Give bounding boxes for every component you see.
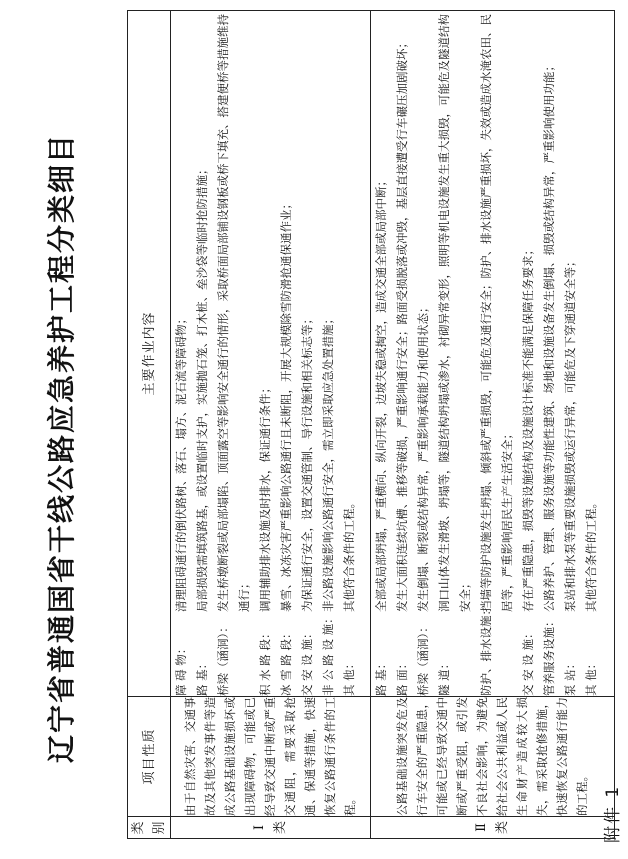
category-cell: Ⅱ 类 (370, 817, 614, 839)
list-item (539, 11, 560, 696)
header-content: 主要作业内容 (128, 11, 171, 697)
item-text: 存在严重隐患，损毁等设施结构及设施设计标准不能满足保障任务要求； (520, 244, 535, 612)
item-text: 全部或局部坍塌，严重横向、纵向开裂，边坡失稳或掏空，造成交通全部或局部中断； (373, 175, 388, 612)
item-label: 非 公 路 设 施： (321, 612, 335, 696)
item-text: 洞口山体发生滑坡、坍塌等，隧道结构坍塌或渗水，衬砌异常变形，照明等机电设施发生重大损毁，可能危及隧道结构安全； (436, 14, 472, 612)
item-text: 公路养护、管理、服务设施等功能性建筑、场地和设施设备发生倒塌、损毁或结构异常，严重影响使用功能； (541, 60, 556, 612)
item-text: 调用辅助排水设施及时排水，保证通行条件； (258, 382, 272, 612)
item-label: 管养服务设施： (541, 615, 556, 696)
item-text: 其他符合条件的工程。 (342, 497, 356, 612)
item-text: 其他符合条件的工程。 (583, 497, 598, 612)
item-text: 发生桥墩断裂或局部塌陷、顶面露空等影响安全通行的情形，采取桥面局部铺设钢板或桥下填充、搭建便桥等措施维持通行； (216, 14, 251, 612)
content-cell (171, 11, 371, 697)
page-title: 辽宁省普通国省干线公路应急养护工程分类细目 (45, 132, 78, 763)
list-item (392, 11, 413, 696)
item-text: 非公路设施影响公路通行安全，需立即采取应急处置措施； (321, 313, 335, 612)
item-label: 障 碍 物： (174, 642, 188, 696)
list-item (192, 11, 213, 696)
category-cell: Ⅰ 类 (171, 817, 371, 839)
item-label: 其 他： (342, 657, 356, 696)
table-row-class-1 (171, 11, 371, 839)
item-label: 其 他： (583, 657, 598, 696)
item-label: 交 安 设 施： (520, 627, 535, 696)
list-item (276, 11, 297, 696)
item-text: 为保证通行安全，设置交通管制、导行设施和相关标志等； (300, 313, 314, 612)
nature-cell: 由于自然灾害、交通事故及其他突发事件等造成公路基础设施损坏或出现障碍物，可能或已经导致交通中断或严重交通阻，需要采取抢通、保通等措施，快速恢复公路通行条件的工程。 (171, 697, 371, 817)
list-item (171, 11, 192, 696)
table-row-class-2 (370, 11, 614, 839)
list-item (413, 11, 434, 696)
classification-table (127, 10, 615, 839)
list-item (560, 11, 581, 696)
list-item (476, 11, 518, 696)
content-cell (370, 11, 614, 697)
attachment-label: 附件 1 (603, 784, 623, 843)
item-text: 泵站和排水泵等重要设施损毁或运行异常，可能危及下穿通道安全等； (562, 255, 577, 612)
item-label: 路 面： (394, 657, 409, 696)
item-label: 隧 道： (436, 657, 451, 696)
list-item (255, 11, 276, 696)
list-item (213, 11, 255, 696)
list-item (318, 11, 339, 696)
list-item (434, 11, 476, 696)
table-header-row (128, 11, 171, 839)
list-item (371, 11, 392, 696)
nature-cell: 公路基础设施突发危及行车安全的严重隐患，可能或已经导致交通中断或严重受阻，或引发不良社会影响，为避免给社会公共利益或人民生命财产造成较大损失，需采取抢修措施，快速恢复公路通行能力的工程。 (370, 697, 614, 817)
item-label: 积 水 路 段： (258, 627, 272, 696)
item-label: 路 基： (373, 657, 388, 696)
item-label: 交 安 设 施： (300, 627, 314, 696)
item-label: 桥梁（涵洞）： (415, 621, 430, 696)
list-item (339, 11, 360, 696)
item-text: 发生大面积连续坑槽、推移等破损，严重影响通行安全；路面受损脱落或冲毁，基层直接遭受行车碾压加剧破坏； (394, 37, 409, 612)
item-label: 防护、排水设施： (478, 604, 493, 696)
header-category: 类别 (128, 817, 171, 839)
list-item (297, 11, 318, 696)
header-nature: 项目性质 (128, 697, 171, 817)
item-label: 路 基： (195, 657, 209, 696)
item-text: 挡墙等防护设施发生坍塌、倾斜或严重损毁，可能危及通行安全；防护、排水设施严重损坏，失效或造成水淹农田、民居等，严重影响居民生产生活安全； (478, 14, 514, 612)
item-text: 清理阻碍通行的倒伏路树、落石、塌方、泥石流等障碍物； (174, 313, 188, 612)
item-text: 发生倒塌、断裂或结构异常，严重影响承载能力和使用状态； (415, 301, 430, 612)
list-item (581, 11, 602, 696)
item-label: 冰 雪 路 段： (279, 627, 293, 696)
item-label: 桥梁（涵洞）： (216, 621, 230, 696)
item-label: 泵 站： (562, 657, 577, 696)
list-item (518, 11, 539, 696)
item-text: 局部损毁需填筑路基，或设置临时支护，实施抛石笼、打木桩、垒沙袋等临时抢防措施； (195, 163, 209, 612)
item-text: 暴雪、冰冻灾害严重影响公路通行且未断阻，开展大规模除雪防滑抢通保通作业； (279, 198, 293, 612)
